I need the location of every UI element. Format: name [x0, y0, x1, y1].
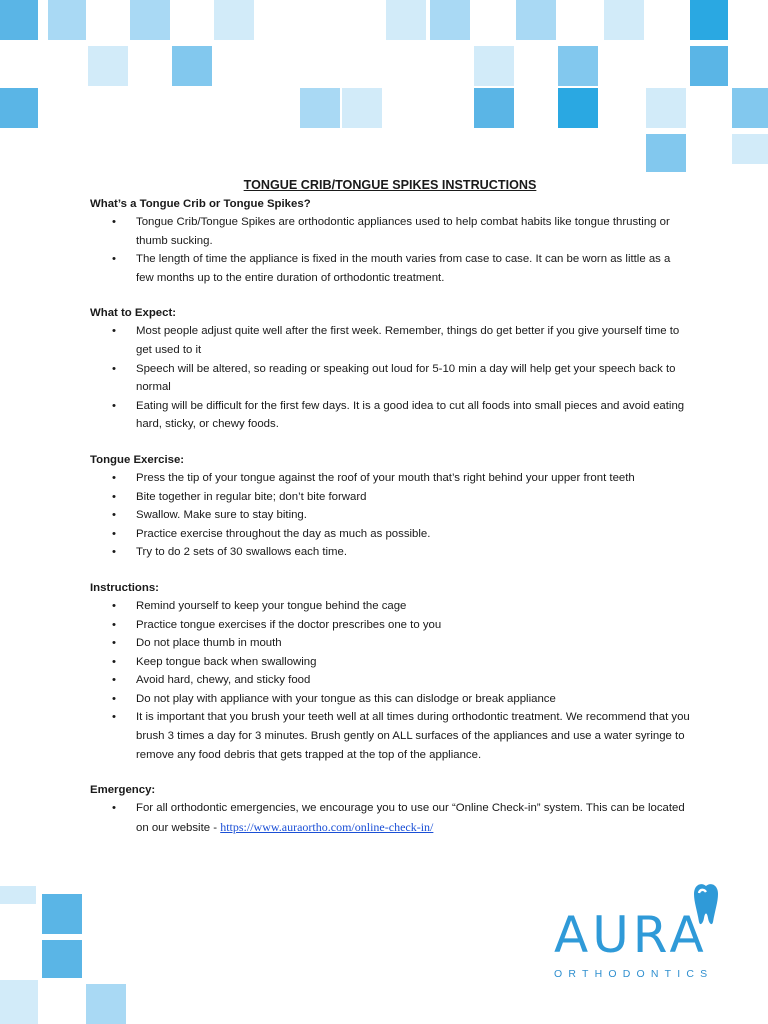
logo-subtitle: ORTHODONTICS — [554, 968, 714, 980]
section-heading: Emergency: — [90, 784, 156, 797]
list-item: • Try to do 2 sets of 30 swallows each time. — [90, 543, 690, 562]
decor-square — [300, 88, 340, 128]
list-item: • Press the tip of your tongue against the roof of your mouth that’s right behind your upper front teeth — [90, 469, 690, 488]
list-item: • It is important that you brush your teeth well at all times during orthodontic treatment. We recommend that you brush 3 times a day for 3 minutes. Brush gently on ALL surfaces of the appliances and use a water syringe to remove any food debris that gets trapped at the top of the appliance. — [90, 708, 690, 764]
decor-square — [88, 46, 128, 86]
list-item: • Practice exercise throughout the day as much as possible. — [90, 525, 690, 544]
decor-square — [604, 0, 644, 40]
bullet-list — [90, 469, 690, 562]
decor-square — [48, 0, 86, 40]
decor-square — [516, 0, 556, 40]
section-emergency — [90, 784, 690, 837]
online-check-in-link[interactable]: https://www.auraortho.com/online-check-in/ — [220, 819, 434, 834]
section-what-to-expect — [90, 307, 690, 434]
decor-square — [172, 46, 212, 86]
list-item: • Bite together in regular bite; don’t bite forward — [90, 488, 690, 507]
decor-square — [474, 46, 514, 86]
section-tongue-exercise — [90, 454, 690, 562]
document-body — [90, 178, 690, 857]
decor-square — [474, 88, 514, 128]
aura-orthodontics-logo — [548, 876, 728, 986]
list-item: • Most people adjust quite well after the first week. Remember, things do get better if you give yourself time to get used to it — [90, 322, 690, 359]
bullet-list — [90, 597, 690, 764]
decor-square — [0, 980, 38, 1024]
list-item: • Do not play with appliance with your tongue as this can dislodge or break appliance — [90, 690, 690, 709]
decor-square — [732, 88, 768, 128]
decor-square — [42, 940, 82, 978]
decor-square — [690, 0, 728, 40]
bullet-list — [90, 322, 690, 434]
section-heading: What’s a Tongue Crib or Tongue Spikes? — [90, 198, 311, 210]
decor-square — [86, 984, 126, 1024]
section-what-is — [90, 198, 690, 287]
list-item: • Avoid hard, chewy, and sticky food — [90, 671, 690, 690]
decor-square — [558, 46, 598, 86]
section-instructions — [90, 582, 690, 764]
bullet-list — [90, 213, 690, 287]
list-item: • Keep tongue back when swallowing — [90, 653, 690, 672]
list-item: • Practice tongue exercises if the doctor prescribes one to you — [90, 616, 690, 635]
section-heading: Instructions: — [90, 581, 159, 594]
decor-square — [214, 0, 254, 40]
list-item: • Swallow. Make sure to stay biting. — [90, 506, 690, 525]
section-heading: What to Expect: — [90, 307, 177, 320]
list-item: • Do not place thumb in mouth — [90, 634, 690, 653]
page-title: TONGUE CRIB/TONGUE SPIKES INSTRUCTIONS — [243, 178, 537, 192]
decor-square — [0, 0, 38, 40]
emergency-text: For all orthodontic emergencies, we encourage you to use our “Online Check-in” system. This can be located on our website - — [136, 802, 685, 834]
decor-square — [0, 886, 36, 904]
decor-square — [130, 0, 170, 40]
decor-square — [732, 134, 768, 164]
decor-square — [42, 894, 82, 934]
decor-square — [646, 88, 686, 128]
decor-square — [558, 88, 598, 128]
decor-square — [430, 0, 470, 40]
decor-square — [690, 46, 728, 86]
list-item: • Speech will be altered, so reading or speaking out loud for 5-10 min a day will help get your speech back to normal — [90, 360, 690, 397]
list-item — [90, 799, 690, 837]
decor-square — [646, 134, 686, 172]
list-item: • The length of time the appliance is fixed in the mouth varies from case to case. It can be worn as little as a few months up to the entire duration of orthodontic treatment. — [90, 250, 690, 287]
decor-square — [386, 0, 426, 40]
list-item: • Remind yourself to keep your tongue behind the cage — [90, 597, 690, 616]
list-item: • Tongue Crib/Tongue Spikes are orthodontic appliances used to help combat habits like tongue thrusting or thumb sucking. — [90, 213, 690, 250]
logo-wordmark: AURA — [554, 906, 708, 964]
section-heading: Tongue Exercise: — [90, 453, 185, 466]
decor-square — [342, 88, 382, 128]
list-item: • Eating will be difficult for the first few days. It is a good idea to cut all foods into small pieces and avoid eating hard, sticky, or chewy foods. — [90, 397, 690, 434]
decor-square — [0, 88, 38, 128]
bullet-list — [90, 799, 690, 837]
